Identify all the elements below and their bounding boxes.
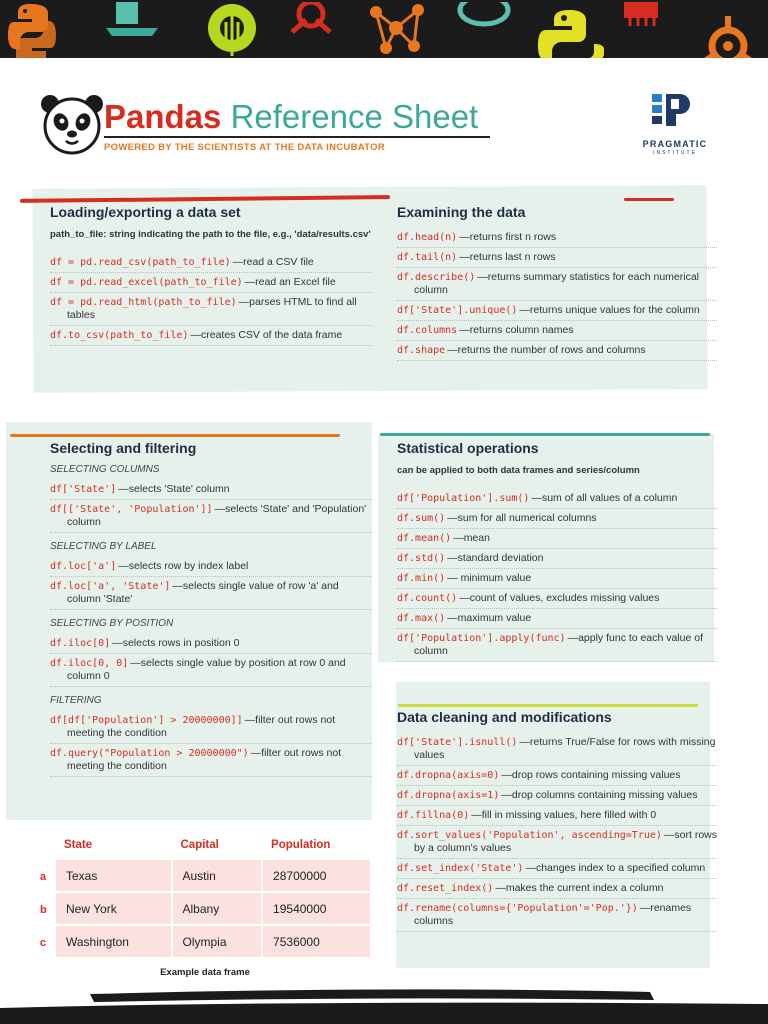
item-description: —read a CSV file xyxy=(232,256,314,268)
section-selecting xyxy=(50,440,372,777)
list-item xyxy=(50,654,372,687)
robot-arm-icon xyxy=(696,14,760,58)
item-description: —apply func to each value of column xyxy=(414,632,703,657)
list-item xyxy=(50,480,372,500)
list-item xyxy=(397,629,717,662)
code-snippet: df.sum() xyxy=(397,513,446,524)
title-light: Reference Sheet xyxy=(230,98,479,135)
item-description: —selects 'State' and 'Population' column xyxy=(67,503,367,528)
item-description: —selects single value by position at row 0 and column 0 xyxy=(67,657,346,682)
list-item xyxy=(50,293,372,326)
chip-icon xyxy=(618,2,664,28)
code-snippet: df['State'].unique() xyxy=(397,305,518,316)
table-row xyxy=(30,860,370,893)
list-item xyxy=(50,273,372,293)
code-snippet: df.count() xyxy=(397,593,458,604)
item-list xyxy=(50,253,372,346)
code-snippet: df.mean() xyxy=(397,533,452,544)
code-snippet: df.rename(columns={'Population'='Pop.'}) xyxy=(397,903,638,914)
code-snippet: df.head(n) xyxy=(397,232,458,243)
code-snippet: df['State'] xyxy=(50,484,117,495)
list-item xyxy=(397,301,717,321)
list-item xyxy=(397,509,717,529)
code-snippet: df.std() xyxy=(397,553,446,564)
table-row xyxy=(30,926,370,959)
list-item xyxy=(397,268,717,301)
item-description: —changes index to a specified column xyxy=(525,862,706,874)
list-item xyxy=(397,733,717,766)
row-index: c xyxy=(40,936,47,949)
item-description: —count of values, excludes missing values xyxy=(459,592,660,604)
item-description: — minimum value xyxy=(447,572,532,584)
item-description: —sum of all values of a column xyxy=(531,492,678,504)
code-snippet: df = pd.read_excel(path_to_file) xyxy=(50,277,243,288)
list-item xyxy=(50,577,372,610)
column-header: Capital xyxy=(180,839,219,851)
list-item xyxy=(50,253,372,273)
subsection-label: FILTERING xyxy=(50,695,102,706)
item-description: —mean xyxy=(453,532,490,544)
code-snippet: df.loc['a'] xyxy=(50,561,117,572)
item-list xyxy=(397,228,717,361)
list-item xyxy=(397,549,717,569)
pragmatic-logo xyxy=(640,92,710,156)
table-cell: Olympia xyxy=(171,926,262,959)
globe-icon xyxy=(456,2,512,30)
list-item xyxy=(50,557,372,577)
item-description: —returns column names xyxy=(459,324,574,336)
section-statistical xyxy=(397,440,717,662)
tagline: POWERED BY THE SCIENTISTS AT THE DATA INCUBATOR xyxy=(104,142,385,153)
list-item xyxy=(397,806,717,826)
item-description: —maximum value xyxy=(447,612,532,624)
code-snippet: df.columns xyxy=(397,325,458,336)
section-note: path_to_file: string indicating the path to the file, e.g., 'data/results.csv' xyxy=(50,229,371,240)
code-snippet: df = pd.read_csv(path_to_file) xyxy=(50,257,231,268)
section-heading: Data cleaning and modifications xyxy=(397,709,612,725)
column-header: Population xyxy=(271,839,331,851)
section-heading: Statistical operations xyxy=(397,440,539,456)
code-snippet: df.iloc[0] xyxy=(50,638,111,649)
code-snippet: df.iloc[0, 0] xyxy=(50,658,129,669)
code-snippet: df.loc['a', 'State'] xyxy=(50,581,171,592)
pragmatic-logo-icon xyxy=(640,92,710,130)
item-description: —renames columns xyxy=(414,902,692,927)
python-logo-icon xyxy=(536,10,606,58)
item-description: —creates CSV of the data frame xyxy=(190,329,343,341)
row-index: b xyxy=(40,903,47,916)
page-title xyxy=(104,98,478,136)
red-brush-stroke xyxy=(624,198,674,201)
subsection-label: SELECTING BY LABEL xyxy=(50,541,157,552)
section-heading: Examining the data xyxy=(397,204,526,220)
index-header xyxy=(30,834,54,860)
list-item xyxy=(397,569,717,589)
code-snippet: df[['State', 'Population']] xyxy=(50,504,213,515)
section-heading: Selecting and filtering xyxy=(50,440,197,456)
yellow-brush-stroke xyxy=(398,704,698,707)
list-item xyxy=(397,609,717,629)
example-data-frame xyxy=(30,834,370,978)
row-index: a xyxy=(40,870,47,883)
item-description: —selects row by index label xyxy=(118,560,249,572)
list-item xyxy=(397,321,717,341)
table-body xyxy=(30,860,370,959)
code-snippet: df['State'].isnull() xyxy=(397,737,518,748)
footer-brush-stroke xyxy=(0,986,768,1024)
section-heading: Loading/exporting a data set xyxy=(50,204,241,220)
code-snippet: df.to_csv(path_to_file) xyxy=(50,330,189,341)
list-item xyxy=(397,859,717,879)
code-snippet: df.tail(n) xyxy=(397,252,458,263)
python-logo-icon xyxy=(8,2,56,58)
code-snippet: df.min() xyxy=(397,573,446,584)
table-caption: Example data frame xyxy=(160,967,250,978)
item-description: —drop rows containing missing values xyxy=(501,769,681,781)
code-snippet: df.max() xyxy=(397,613,446,624)
gear-circuit-icon xyxy=(200,2,264,58)
orange-brush-stroke xyxy=(10,434,340,437)
item-description: —returns first n rows xyxy=(459,231,557,243)
code-snippet: df.dropna(axis=0) xyxy=(397,770,500,781)
table-cell: Washington xyxy=(54,926,171,959)
code-snippet: df = pd.read_html(path_to_file) xyxy=(50,297,237,308)
table-cell: Austin xyxy=(171,860,262,893)
item-description: —returns the number of rows and columns xyxy=(447,344,646,356)
section-note: can be applied to both data frames and series/column xyxy=(397,465,640,476)
code-snippet: df[df['Population'] > 20000000]] xyxy=(50,715,243,726)
logo-text: PRAGMATIC xyxy=(642,139,708,149)
list-item xyxy=(397,228,717,248)
section-examining xyxy=(397,204,717,361)
list-item xyxy=(397,248,717,268)
code-snippet: df.dropna(axis=1) xyxy=(397,790,500,801)
list-item xyxy=(50,711,372,744)
table-cell: 19540000 xyxy=(261,893,370,926)
item-description: —selects single value of row 'a' and column 'State' xyxy=(67,580,339,605)
item-description: —parses HTML to find all tables xyxy=(67,296,357,321)
item-description: —sort rows by a column's values xyxy=(414,829,717,854)
list-item xyxy=(397,826,717,859)
network-graph-icon xyxy=(366,2,428,58)
list-item xyxy=(397,589,717,609)
neural-node-icon xyxy=(286,2,336,38)
panda-logo-icon xyxy=(40,92,104,156)
code-snippet: df.reset_index() xyxy=(397,883,494,894)
list-item xyxy=(397,899,717,932)
item-description: —filter out rows not meeting the condition xyxy=(67,747,342,772)
code-snippet: df['Population'].sum() xyxy=(397,493,530,504)
item-description: —read an Excel file xyxy=(244,276,336,288)
item-description: —returns unique values for the column xyxy=(519,304,700,316)
list-item xyxy=(50,326,372,346)
item-description: —standard deviation xyxy=(447,552,544,564)
code-snippet: df.fillna(0) xyxy=(397,810,470,821)
column-header: State xyxy=(64,839,93,851)
code-snippet: df['Population'].apply(func) xyxy=(397,633,566,644)
item-description: —selects 'State' column xyxy=(118,483,230,495)
code-snippet: df.set_index('State') xyxy=(397,863,524,874)
item-description: —sum for all numerical columns xyxy=(447,512,597,524)
code-snippet: df.shape xyxy=(397,345,446,356)
item-list xyxy=(397,733,717,932)
table-header-row xyxy=(30,834,370,860)
table-cell: 28700000 xyxy=(261,860,370,893)
teal-brush-stroke xyxy=(380,433,710,436)
table-cell: New York xyxy=(54,893,171,926)
list-item xyxy=(397,766,717,786)
code-snippet: df.sort_values('Population', ascending=True) xyxy=(397,830,662,841)
group-list xyxy=(50,464,372,777)
item-description: —selects rows in position 0 xyxy=(112,637,240,649)
section-loading xyxy=(50,204,372,346)
list-item xyxy=(50,634,372,654)
item-description: —returns last n rows xyxy=(459,251,556,263)
title-underline xyxy=(104,136,490,138)
top-banner xyxy=(0,0,768,58)
table-cell: Albany xyxy=(171,893,262,926)
item-description: —fill in missing values, here filled with 0 xyxy=(471,809,657,821)
list-item xyxy=(397,529,717,549)
code-snippet: df.query("Population > 20000000") xyxy=(50,748,249,759)
list-item xyxy=(397,341,717,361)
section-cleaning xyxy=(397,709,717,932)
list-item xyxy=(397,879,717,899)
table-cell: 7536000 xyxy=(261,926,370,959)
code-snippet: df.describe() xyxy=(397,272,476,283)
list-item xyxy=(50,500,372,533)
title-bold: Pandas xyxy=(104,98,222,135)
table-row xyxy=(30,893,370,926)
data-table xyxy=(30,834,370,959)
subsection-label: SELECTING COLUMNS xyxy=(50,464,160,475)
page-header xyxy=(0,62,768,177)
list-item xyxy=(50,744,372,777)
item-list xyxy=(397,489,717,662)
logo-subtext: INSTITUTE xyxy=(653,150,697,156)
monitor-icon xyxy=(102,2,162,42)
list-item xyxy=(397,786,717,806)
item-description: —returns summary statistics for each numerical column xyxy=(414,271,700,296)
item-description: —filter out rows not meeting the condition xyxy=(67,714,336,739)
list-item xyxy=(397,489,717,509)
item-description: —returns True/False for rows with missing values xyxy=(414,736,716,761)
subsection-label: SELECTING BY POSITION xyxy=(50,618,174,629)
item-description: —makes the current index a column xyxy=(495,882,664,894)
item-description: —drop columns containing missing values xyxy=(501,789,698,801)
table-cell: Texas xyxy=(54,860,171,893)
